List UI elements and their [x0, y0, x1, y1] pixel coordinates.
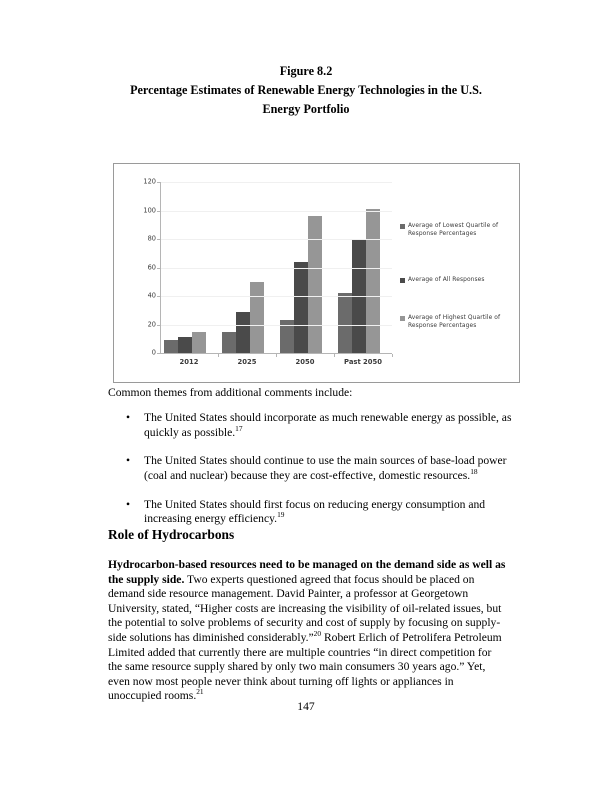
- gridline: [161, 268, 392, 269]
- bar: [308, 216, 322, 353]
- footnote-marker: 17: [235, 423, 243, 433]
- y-tick-mark: [157, 211, 160, 212]
- y-axis-labels: [118, 164, 156, 382]
- bar: [192, 332, 206, 353]
- x-axis-labels: [160, 356, 392, 372]
- y-tick-mark: [157, 296, 160, 297]
- paragraph-text-part-1: Two experts questioned agreed that focus should be placed on demand side resource management. David Painter, a professor at Georgetown University, stated, “Higher costs are increasing the visibility of oil-related issues, but the potential to solve problems of security and cost of supply by focusing on supply-side solutions has diminished considerably.”: [108, 572, 502, 644]
- legend-item[interactable]: [400, 314, 518, 330]
- legend-swatch-icon: [400, 278, 405, 283]
- figure-title-line-1: Figure 8.2: [279, 64, 333, 78]
- list-item-text: The United States should continue to use the main sources of base-load power (coal and nuclear) because they are cost-effective, domestic resources.: [144, 454, 507, 482]
- gridline: [161, 239, 392, 240]
- intro-paragraph: Common themes from additional comments include:: [108, 386, 353, 399]
- y-tick-label: 40: [147, 291, 156, 300]
- bar: [250, 282, 264, 353]
- bullet-list: [108, 411, 520, 541]
- legend-label: Average of All Responses: [408, 277, 485, 283]
- legend-label: Average of Lowest Quartile of Response Percentages: [408, 223, 499, 238]
- y-tick-label: 80: [147, 234, 156, 243]
- legend-swatch-icon: [400, 316, 405, 321]
- gridline: [161, 296, 392, 297]
- x-tick-label: Past 2050: [344, 358, 382, 366]
- legend-item[interactable]: [400, 276, 518, 284]
- footnote-marker: 20: [313, 629, 322, 639]
- list-item: [108, 498, 520, 527]
- footnote-marker: 18: [470, 467, 478, 477]
- bar: [178, 337, 192, 353]
- legend-swatch-icon: [400, 224, 405, 229]
- plot-area: [160, 182, 392, 354]
- gridline: [161, 182, 392, 183]
- figure-title: [86, 62, 526, 119]
- x-tick-label: 2050: [295, 358, 315, 366]
- y-tick-mark: [157, 353, 160, 354]
- bullet-icon: •: [126, 411, 131, 424]
- bullet-icon: •: [126, 497, 131, 511]
- bar: [338, 293, 352, 353]
- footnote-marker: 21: [196, 687, 204, 697]
- bar: [222, 332, 236, 353]
- figure-title-line-2: Percentage Estimates of Renewable Energy Technologies in the U.S.: [130, 83, 482, 97]
- legend-item[interactable]: [400, 222, 518, 238]
- y-tick-label: 100: [143, 206, 156, 214]
- list-item: [108, 454, 520, 483]
- bar: [164, 340, 178, 353]
- y-tick-label: 20: [147, 320, 156, 328]
- paragraph-lead-in: Hydrocarbon-based resources need to be managed on the demand side as well as the supply side.: [108, 558, 506, 586]
- gridline: [161, 325, 392, 326]
- bullet-icon: •: [126, 454, 131, 468]
- y-tick-label: 120: [143, 177, 156, 186]
- figure-title-line-3: Energy Portfolio: [262, 102, 350, 116]
- bar: [236, 312, 250, 353]
- list-item: [108, 411, 520, 440]
- paragraph-text-part-2: Robert Erlich of Petrolifera Petroleum Limited added that currently there are multiple countries “in direct competition for the same resource supply shared by only two main consumers 30 years ago.” Yet, even now most people never think about turning off lights or appliances in unoccupied rooms.: [108, 630, 502, 703]
- bar: [294, 262, 308, 353]
- x-tick-label: 2012: [179, 358, 199, 366]
- y-tick-mark: [157, 239, 160, 240]
- list-item-text: The United States should first focus on reducing energy consumption and increasing energy efficiency.: [144, 497, 486, 526]
- body-paragraph: [108, 558, 508, 704]
- y-tick-mark: [157, 182, 160, 183]
- x-tick-label: 2025: [237, 358, 257, 366]
- y-tick-mark: [157, 268, 160, 269]
- list-item-text: The United States should incorporate as much renewable energy as possible, as quickly as possible.: [144, 411, 512, 439]
- footnote-marker: 19: [277, 510, 285, 520]
- section-heading: Role of Hydrocarbons: [108, 527, 235, 542]
- page-number: 147: [297, 700, 315, 713]
- legend-label: Average of Highest Quartile of Response Percentages: [408, 315, 501, 330]
- x-tick-mark: [392, 354, 393, 357]
- y-tick-mark: [157, 325, 160, 326]
- y-tick-label: 0: [151, 348, 156, 357]
- bar-chart: [113, 163, 520, 383]
- bar: [366, 209, 380, 353]
- gridline: [161, 211, 392, 212]
- y-tick-label: 60: [147, 263, 156, 271]
